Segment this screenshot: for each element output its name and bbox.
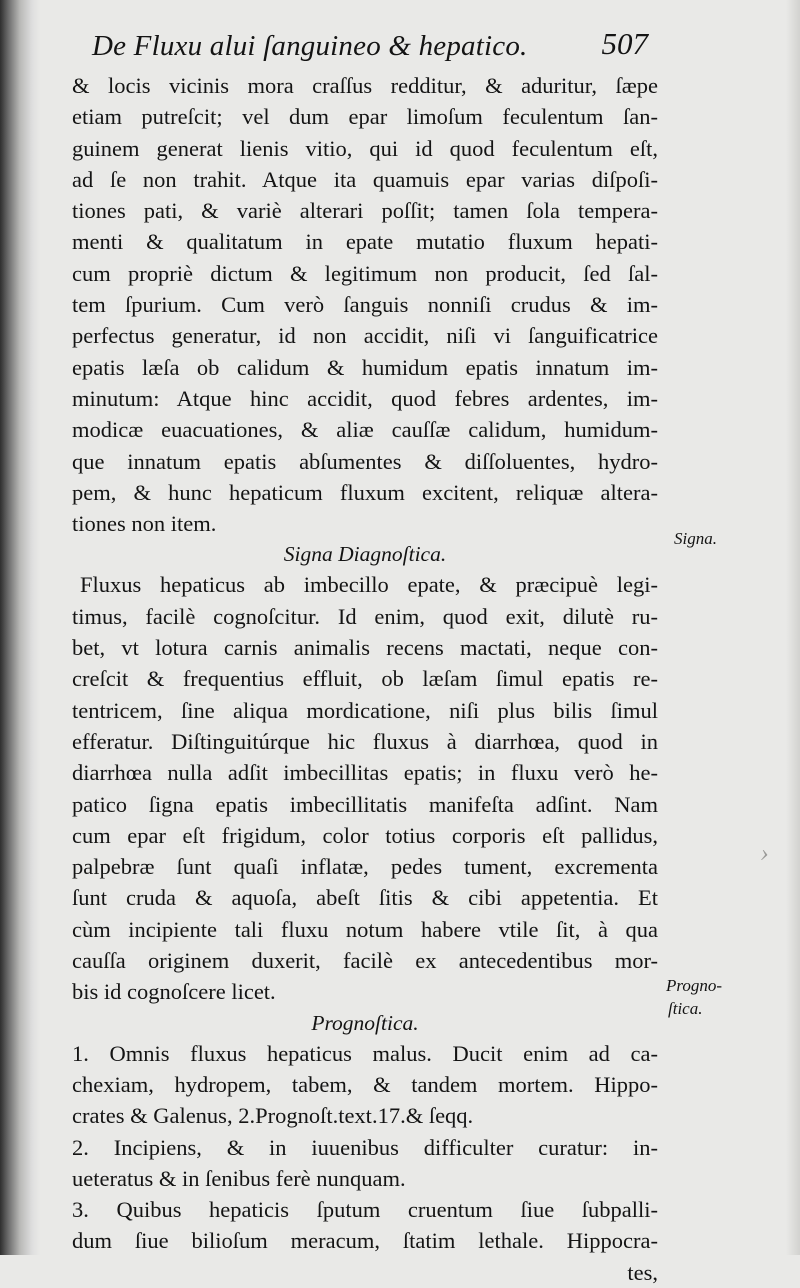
text-line: bis id cognoſcere licet. (72, 979, 276, 1005)
text-line: timus, facilè cognoſcitur. Id enim, quod exit, dilutè ru- (72, 603, 658, 629)
page-number: 507 (601, 26, 648, 61)
numbered-item: 3. Quibus hepaticis ſputum cruentum ſiue ſubpalli- (72, 1197, 658, 1223)
text-line: patico ſigna epatis imbecillitatis manifeſta adſint. Nam (72, 791, 658, 817)
text-line: & locis vicinis mora craſſus redditur, & aduritur, ſæpe (72, 73, 658, 98)
text-line: dum ſiue bilioſum meracum, ſtatim lethale. Hippocra- (72, 1228, 658, 1254)
page-edge (786, 0, 800, 1255)
page-header (92, 26, 652, 70)
margin-note-prognostica-cont: ſtica. (668, 999, 703, 1018)
margin-note-prognostica: Progno- (666, 976, 723, 995)
text-line: minutum: Atque hinc accidit, quod febres ardentes, im- (72, 385, 658, 411)
text-line: Fluxus hepaticus ab imbecillo epate, & præcipuè legi- (80, 572, 658, 598)
text-line: pem, & hunc hepaticum fluxum excitent, reliquæ altera- (72, 479, 658, 505)
running-head: De Fluxu alui ſanguineo & hepatico. (92, 30, 528, 62)
text-line: creſcit & frequentius effluit, ob læſam ſimul epatis re- (72, 666, 658, 692)
margin-note-signa: Signa. (674, 529, 717, 548)
text-line: guinem generat lienis vitio, qui id quod feculentum eſt, (72, 135, 658, 161)
bleed-through-mark: › (760, 838, 769, 867)
section-heading-signa: Signa Diagnoſtica. (283, 542, 447, 567)
text-line: ueteratus & in ſenibus ferè nunquam. (72, 1165, 406, 1191)
text-line: cum epar eſt frigidum, color totius corporis eſt pallidus, (72, 822, 658, 848)
text-line: modicæ euacuationes, & aliæ cauſſæ calidum, humidum- (72, 417, 658, 443)
numbered-item: 1. Omnis fluxus hepaticus malus. Ducit enim ad ca- (72, 1040, 658, 1066)
text-line: perfectus generatur, id non accidit, niſi vi ſanguificatrice (72, 323, 658, 349)
text-line: crates & Galenus, 2.Prognoſt.text.17.& ſeqq. (72, 1103, 474, 1129)
main-text (72, 70, 658, 1288)
text-line: chexiam, hydropem, tabem, & tandem mortem. Hippo- (72, 1071, 658, 1097)
section-heading-prognostica: Prognoſtica. (311, 1010, 419, 1035)
text-line: que innatum epatis abſumentes & diſſoluentes, hydro- (72, 448, 658, 474)
text-line: tiones non item. (72, 511, 217, 537)
text-line: tem ſpurium. Cum verò ſanguis nonniſi crudus & im- (72, 292, 658, 318)
text-line: cùm incipiente tali fluxu notum habere vtile ſit, à qua (72, 916, 658, 942)
book-spine-shadow (0, 0, 40, 1255)
text-line: tentricem, ſine aliqua mordicatione, niſi plus bilis ſimul (72, 697, 658, 723)
text-line: palpebræ ſunt quaſi inflatæ, pedes tument, excrementa (72, 854, 658, 880)
text-line: cauſſa originem duxerit, facilè ex antecedentibus mor- (72, 948, 658, 974)
text-line: cum propriè dictum & legitimum non producit, ſed ſal- (72, 260, 658, 286)
text-line: ad ſe non trahit. Atque ita quamuis epar varias diſpoſi- (72, 166, 658, 192)
text-line: ſunt cruda & aquoſa, abeſt ſitis & cibi appetentia. Et (72, 885, 658, 911)
text-line: diarrhœa nulla adſit imbecillitas epatis; in fluxu verò he- (72, 760, 658, 786)
text-line: menti & qualitatum in epate mutatio fluxum hepati- (72, 229, 658, 255)
numbered-item: 2. Incipiens, & in iuuenibus difficulter curatur: in- (72, 1134, 658, 1160)
text-line: epatis læſa ob calidum & humidum epatis innatum im- (72, 354, 658, 380)
catchword: tes, (627, 1259, 658, 1285)
text-line: tiones pati, & variè alterari poſſit; tamen ſola tempera- (72, 198, 658, 224)
text-line: efferatur. Diſtinguitúrque hic fluxus à diarrhœa, quod in (72, 728, 658, 754)
text-line: bet, vt lotura carnis animalis recens mactati, neque con- (72, 635, 658, 661)
text-line: etiam putreſcit; vel dum epar limoſum feculentum ſan- (72, 104, 658, 130)
